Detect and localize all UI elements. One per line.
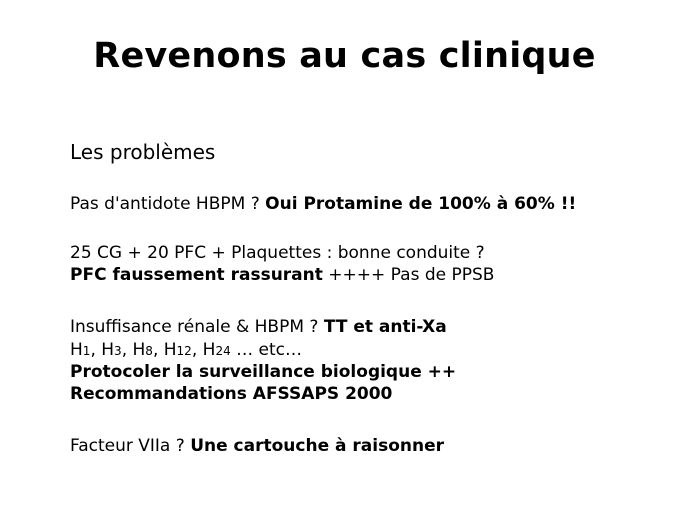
item-renal-tests: TT et anti-Xa bbox=[323, 317, 447, 337]
timepoint-h-letter: H bbox=[132, 340, 146, 360]
item-renal-protocol: Protocoler la surveillance biologique ++ bbox=[70, 362, 457, 382]
timepoint-h-letter: H bbox=[70, 340, 83, 360]
item-factor-viia-question: Facteur VIIa ? bbox=[70, 436, 191, 456]
item-transfusion-pfc: PFC faussement rassurant bbox=[70, 265, 323, 285]
item-factor-viia-answer: Une cartouche à raisonner bbox=[190, 436, 445, 456]
timepoint-separator: , bbox=[90, 340, 102, 360]
item-transfusion-ppsb: ++++ Pas de PPSB bbox=[322, 265, 495, 285]
timepoint-separator: , bbox=[191, 340, 203, 360]
timepoint-h12: 12 bbox=[176, 344, 192, 358]
item-transfusion-question: 25 CG + 20 PFC + Plaquettes : bonne conduite ? bbox=[70, 243, 485, 263]
timepoint-separator: , bbox=[152, 340, 164, 360]
item-renal-question-text: Insuffisance rénale & HBPM ? bbox=[70, 317, 324, 337]
item-transfusion-answer bbox=[70, 264, 494, 286]
item-renal-timepoints bbox=[70, 339, 302, 362]
item-antidote-question: Pas d'antidote HBPM ? bbox=[70, 194, 266, 214]
timepoint-h8: 8 bbox=[145, 344, 153, 358]
timepoint-h24: 24 bbox=[215, 344, 231, 358]
timepoint-h1: 1 bbox=[82, 344, 91, 358]
item-renal-recommendations: Recommandations AFSSAPS 2000 bbox=[70, 384, 393, 404]
item-renal-question bbox=[70, 316, 447, 338]
timepoint-h-letter: H bbox=[101, 340, 115, 360]
timepoint-h-letter: H bbox=[202, 340, 216, 360]
timepoint-etc: … etc… bbox=[230, 340, 302, 360]
item-antidote-answer: Oui Protamine de 100% à 60% !! bbox=[265, 194, 577, 214]
item-factor-viia bbox=[70, 435, 444, 457]
timepoint-separator: , bbox=[121, 340, 133, 360]
item-antidote bbox=[70, 193, 576, 215]
timepoint-h3: 3 bbox=[114, 344, 122, 358]
slide-title: Revenons au cas clinique bbox=[93, 36, 596, 76]
section-heading: Les problèmes bbox=[70, 140, 216, 164]
timepoint-h-letter: H bbox=[163, 340, 177, 360]
